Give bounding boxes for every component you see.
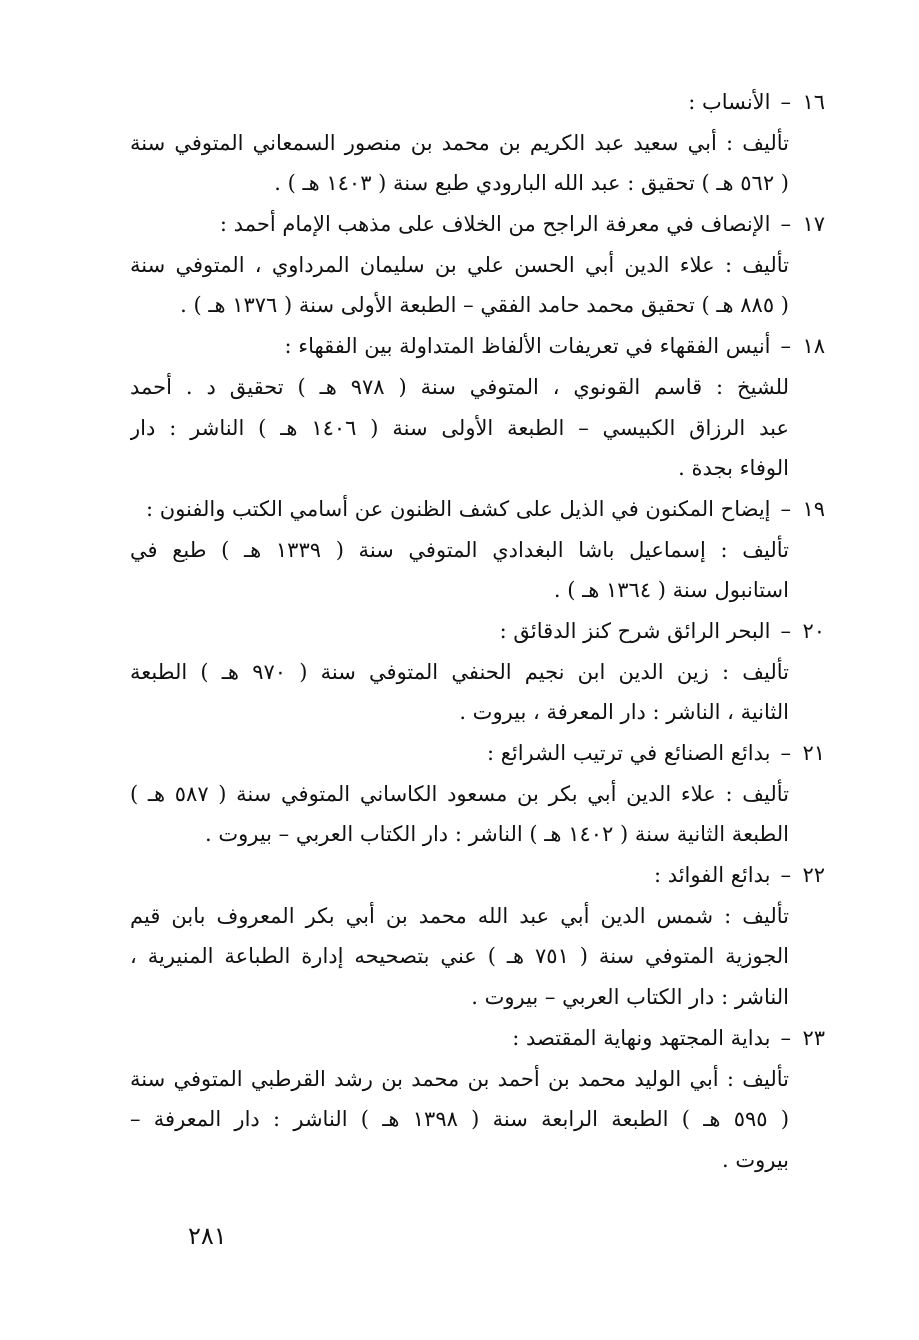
entry-line: الناشر : دار الكتاب العربي – بيروت . <box>471 985 789 1010</box>
entry-heading <box>130 204 825 245</box>
bibliography-entry <box>130 1018 825 1181</box>
entry-dash: – <box>780 334 791 359</box>
entry-title: الإنصاف في معرفة الراجح من الخلاف على مذهب الإمام أحمد : <box>219 212 771 237</box>
entry-number: ١٧ <box>802 212 825 237</box>
bibliography-entry <box>130 733 825 855</box>
entry-heading <box>130 611 825 652</box>
entry-heading <box>130 489 825 530</box>
entry-dash: – <box>780 741 791 765</box>
entry-line: تأليف : علاء الدين أبي بكر بن مسعود الكاساني المتوفي سنة ( ٥٨٧ هـ ) <box>130 781 789 806</box>
entry-number: ٢٠ <box>802 618 825 643</box>
entry-line: تأليف : زين الدين ابن نجيم الحنفي المتوفي سنة ( ٩٧٠ هـ ) الطبعة <box>130 659 789 684</box>
entry-number: ٢١ <box>802 741 825 765</box>
entry-line: ( ٥٩٥ هـ ) الطبعة الرابعة سنة ( ١٣٩٨ هـ ) الناشر : دار المعرفة – <box>130 1107 790 1132</box>
entry-number: ٢٢ <box>802 863 825 888</box>
entry-title: البحر الرائق شرح كنز الدقائق : <box>499 618 771 643</box>
entry-line: ( ٥٦٢ هـ ) تحقيق : عبد الله البارودي طبع سنة ( ١٤٠٣ هـ ) . <box>274 171 789 196</box>
entry-line: الجوزية المتوفي سنة ( ٧٥١ هـ ) عني بتصحيحه إدارة الطباعة المنيرية ، <box>130 944 789 969</box>
entry-title: بداية المجتهد ونهاية المقتصد : <box>512 1025 771 1050</box>
entry-dash: – <box>780 863 791 888</box>
entry-line: استانبول سنة ( ١٣٦٤ هـ ) . <box>553 578 789 603</box>
entry-title: الأنساب : <box>688 90 771 114</box>
bibliography-entry <box>130 611 825 733</box>
entry-dash: – <box>780 90 791 114</box>
bibliography-entry <box>130 82 825 204</box>
entry-dash: – <box>780 618 791 643</box>
entry-number: ١٦ <box>802 90 825 114</box>
entry-number: ٢٣ <box>802 1025 825 1050</box>
entry-title: بدائع الصنائع في ترتيب الشرائع : <box>486 741 771 765</box>
entry-dash: – <box>780 1025 791 1050</box>
entry-line: عبد الرزاق الكبيسي – الطبعة الأولى سنة ( ١٤٠٦ هـ ) الناشر : دار <box>130 415 790 440</box>
bibliography-entry <box>130 855 825 1018</box>
entry-line: الثانية ، الناشر : دار المعرفة ، بيروت . <box>459 700 789 725</box>
entry-line: ( ٨٨٥ هـ ) تحقيق محمد حامد الفقي – الطبعة الأولى سنة ( ١٣٧٦ هـ ) . <box>180 293 789 318</box>
page-number: ٢٨١ <box>188 1222 227 1250</box>
entry-heading <box>130 326 825 367</box>
bibliography-entry <box>130 489 825 611</box>
entry-dash: – <box>780 212 791 237</box>
entry-line: الطبعة الثانية سنة ( ١٤٠٢ هـ ) الناشر : دار الكتاب العربي – بيروت . <box>204 822 789 847</box>
entry-heading <box>130 1018 825 1059</box>
bibliography-entry <box>130 326 825 489</box>
entry-number: ١٨ <box>802 334 825 359</box>
entry-line: للشيخ : قاسم القونوي ، المتوفي سنة ( ٩٧٨ هـ ) تحقيق د . أحمد <box>130 374 790 399</box>
entry-line: تأليف : شمس الدين أبي عبد الله محمد بن أبي بكر المعروف بابن قيم <box>130 903 789 928</box>
entry-dash: – <box>780 496 791 521</box>
bibliography-list <box>130 82 825 1181</box>
entry-line: تأليف : أبي الوليد محمد بن أحمد بن محمد بن رشد القرطبي المتوفي سنة <box>130 1066 789 1091</box>
entry-title: بدائع الفوائد : <box>653 863 771 888</box>
entry-number: ١٩ <box>802 496 825 521</box>
entry-line: تأليف : أبي سعيد عبد الكريم بن محمد بن منصور السمعاني المتوفي سنة <box>130 130 789 155</box>
entry-line: تأليف : علاء الدين أبي الحسن علي بن سليمان المرداوي ، المتوفي سنة <box>130 252 789 277</box>
entry-line: تأليف : إسماعيل باشا البغدادي المتوفي سنة ( ١٣٣٩ هـ ) طبع في <box>130 537 789 562</box>
entry-line: بيروت . <box>721 1147 789 1172</box>
bibliography-entry <box>130 204 825 326</box>
entry-title: أنيس الفقهاء في تعريفات الألفاظ المتداولة بين الفقهاء : <box>284 334 771 359</box>
entry-heading <box>130 82 825 123</box>
entry-heading <box>130 855 825 896</box>
entry-heading <box>130 733 825 774</box>
entry-title: إيضاح المكنون في الذيل على كشف الظنون عن أسامي الكتب والفنون : <box>146 496 771 521</box>
entry-line: الوفاء بجدة . <box>678 456 789 481</box>
